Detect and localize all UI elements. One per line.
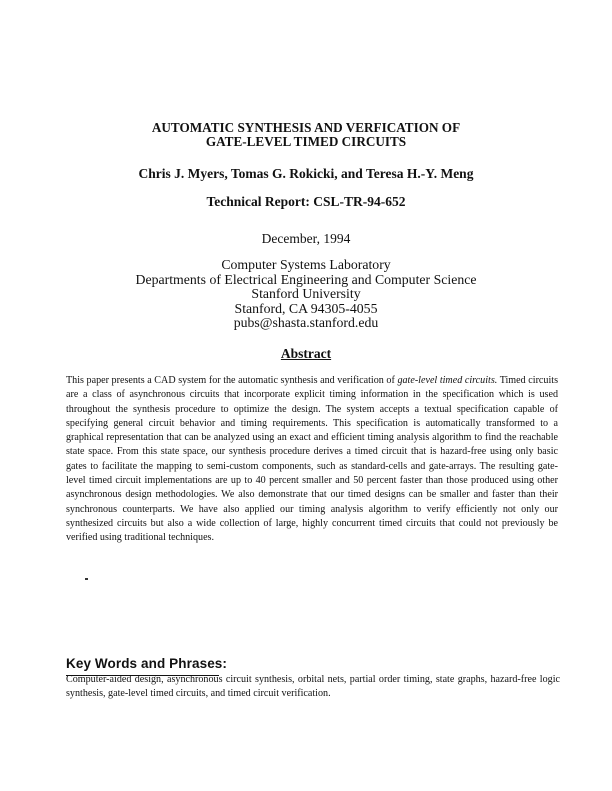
affiliation-block (0, 258, 612, 331)
keywords-body: Computer-aided design, asynchronous circuit synthesis, orbital nets, partial order timing, state graphs, hazard-free logic synthesis, gate-level timed circuits, and timed circuit verification. (66, 674, 560, 700)
address: Stanford, CA 94305-4055 (234, 300, 378, 316)
lab-name: Computer Systems Laboratory (221, 257, 391, 272)
scan-speck (85, 578, 88, 580)
paper-title (0, 121, 612, 149)
university: Stanford University (251, 286, 361, 302)
title-line-2: GATE-LEVEL TIMED CIRCUITS (205, 134, 407, 149)
authors: Chris J. Myers, Tomas G. Rokicki, and Teresa H.-Y. Meng (138, 166, 474, 181)
abstract-heading: Abstract (280, 346, 332, 361)
report-date: December, 1994 (261, 231, 351, 246)
keywords-heading: Key Words and Phrases: (66, 656, 228, 671)
email: pubs@shasta.stanford.edu (233, 315, 379, 331)
title-line-1: AUTOMATIC SYNTHESIS AND VERFICATION OF (151, 120, 461, 135)
abstract-italic-term: gate-level timed circuits. (397, 375, 498, 386)
departments: Departments of Electrical Engineering and Computer Science (135, 271, 477, 287)
abstract-body (66, 374, 558, 546)
abstract-text-start: This paper presents a CAD system for the automatic synthesis and verification of (66, 375, 398, 386)
report-number: Technical Report: CSL-TR-94-652 (206, 194, 406, 209)
abstract-text-rest: Timed circuits are a class of asynchronous circuits that incorporate explicit timing information in the specification which is used throughout the synthesis procedure to optimize the design. The system accepts a textual specification capable of specifying general circuit behavior and timing requirements. This specification is automatically transformed to a graphical representation that can be analyzed using an exact and efficient timing analysis algorithm to find the reachable state space. From this state space, our synthesis procedure derives a timed circuit that is hazard-free using only basic gates to facilitate the mapping to semi-custom components, such as standard-cells and gate-arrays. The resulting gate-level timed circuit implementations are up to 40 percent smaller and 50 percent faster than those produced using other asynchronous design methodologies. We also demonstrate that our timed designs can be smaller and faster than their synchronous counterparts. We have also applied our timing analysis algorithm to verify efficiently not only our synthesized circuits but also a wide collection of large, highly concurrent timed circuits that could not previously be verified using traditional techniques. (66, 375, 558, 544)
